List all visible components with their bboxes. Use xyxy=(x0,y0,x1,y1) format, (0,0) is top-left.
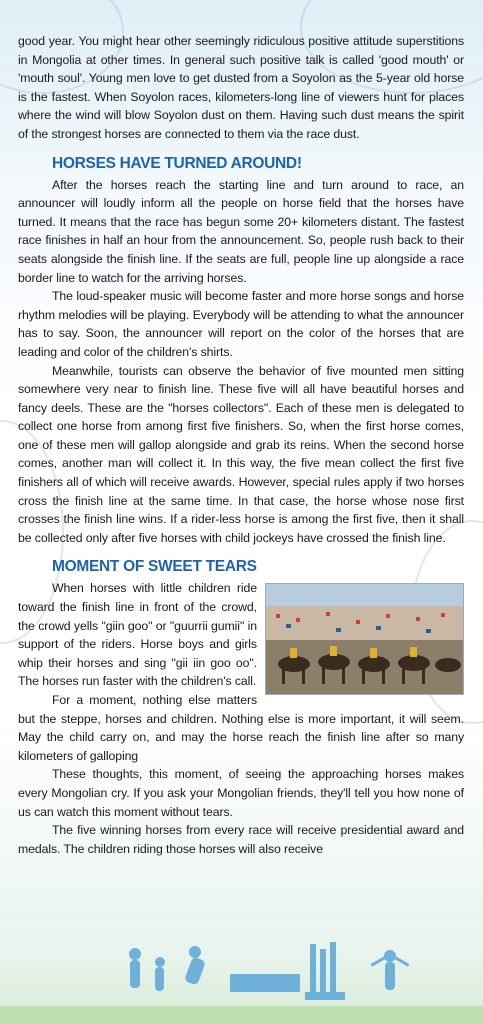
cheering-crowd-silhouette xyxy=(0,934,483,1024)
section1-paragraph: The loud-speaker music will become faster and more horse songs and horse rhythm melodies will be playing. Everybody will be attending to what the announcer has to say. Soon, the announcer will report on the color of the horses that are leading and color of the children's shirts. xyxy=(18,289,464,359)
section1-paragraph: After the horses reach the starting line and turn around to race, an announcer will loudly inform all the people on horse field that the horses have turned. It means that the race has begun some 20+ kilometers distant. The fastest race finishes in half an hour from the announcement. So, people rush back to their seats alongside the finish line. If the seats are full, people line up alongside a race border line to watch for the arriving horses. xyxy=(18,177,464,285)
horse-race-photo xyxy=(265,583,464,695)
section1-paragraph: Meanwhile, tourists can observe the behavior of five mounted men sitting somewhere very near to finish line. These five will all have beautiful horses and fancy deels. These are the "horses collectors". Each of these men is delegated to collect one horse from among first five finishers. So, when the first horse comes, one of these men will gallop alongside and grab its reins. When the second horse comes, another man will collect it. In this way, the five mean collect the first five finishers all of which will receive awards. However, special rules apply if two horses cross the finish line at the same time. In that case, the horse whose nose first crosses the finish line wins. If a rider-less horse is among the first five, then it shall be collected only after five horses with child jockeys have crossed the finish line. xyxy=(18,363,464,545)
section2-paragraph: When horses with little children ride toward the finish line in front of the crowd, the crowd yells "giin goo" or "guurrii gumii" in support of the riders. Horse boys and girls whip their horses and sing "gii iin goo oo". The horses run faster with the children's call. xyxy=(18,581,257,689)
section2-paragraph: These thoughts, this moment, of seeing the approaching horses makes every Mongolian cry. If you ask your Mongolian friends, they'll tell you how none of us can watch this moment without tears. xyxy=(18,767,464,819)
section2-paragraph: The five winning horses from every race will receive presidential award and medals. The children riding those horses will also receive xyxy=(18,823,464,856)
section-heading-horses-turned: HORSES HAVE TURNED AROUND! xyxy=(52,154,302,172)
intro-paragraph: good year. You might hear other seemingly ridiculous positive attitude superstitions in Mongolia at other times. In general such positive talk is called 'good mouth' or 'mouth soul'. Young men love to get dusted from a Soyolon as the 5-year old horse is the fastest. When Soyolon races, kilometers-long line of viewers hunt for places where the wind will blow Soyolon dust on them. Having such dust means the spirit of the strongest horses are connected to them via the race dust. xyxy=(18,34,464,141)
article-body xyxy=(18,32,464,858)
section-heading-sweet-tears: MOMENT OF SWEET TEARS xyxy=(52,558,257,576)
section2-paragraph: For a moment, nothing else matters but the steppe, horses and children. Nothing else is more important, it will seem. May the child carry on, and may the horse reach the finish line after so many kilometers of galloping xyxy=(18,693,464,763)
